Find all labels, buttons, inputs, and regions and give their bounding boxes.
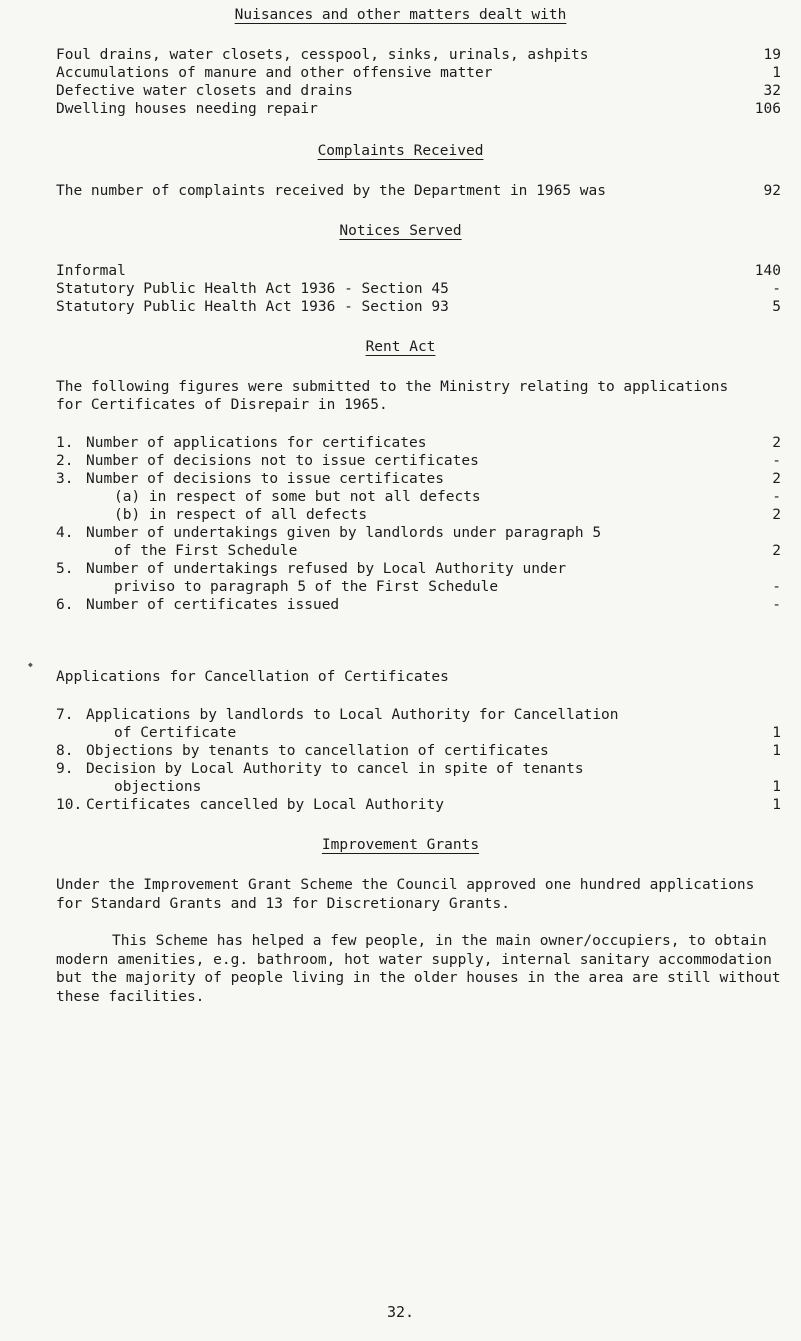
item-number: 3. <box>56 471 74 487</box>
cancellation-item <box>56 742 549 760</box>
item-label: Number of undertakings given by landlords under paragraph 5 <box>86 525 602 541</box>
rent-act-item <box>56 524 601 542</box>
item-label: Decision by Local Authority to cancel in spite of tenants <box>86 761 584 777</box>
item-label: of the First Schedule <box>114 543 298 559</box>
cancellation-item-value: 1 <box>772 779 781 795</box>
item-label: Number of decisions to issue certificates <box>86 471 444 487</box>
item-number: 9. <box>56 761 74 777</box>
rent-act-item-value: 2 <box>772 507 781 523</box>
item-label: Number of undertakings refused by Local Authority under <box>86 561 567 577</box>
rent-act-intro-line1: The following figures were submitted to the Ministry relating to applications <box>56 379 729 395</box>
nuisance-row-label: Dwelling houses needing repair <box>56 101 318 117</box>
rent-act-item <box>56 542 297 560</box>
nuisance-row-value: 1 <box>772 65 781 81</box>
rent-act-item <box>56 560 566 578</box>
notice-row-value: 140 <box>754 263 781 279</box>
rent-act-item-value: 2 <box>772 471 781 487</box>
item-label: (a) in respect of some but not all defects <box>114 489 481 505</box>
item-label: Certificates cancelled by Local Authority <box>86 797 444 813</box>
nuisance-row-label: Foul drains, water closets, cesspool, sinks, urinals, ashpits <box>56 47 589 63</box>
notice-row-value: - <box>772 281 781 297</box>
complaints-value: 92 <box>763 183 781 199</box>
item-number: 2. <box>56 453 74 469</box>
item-number: 7. <box>56 707 74 723</box>
cancellation-item <box>56 760 584 778</box>
cancellation-heading: Applications for Cancellation of Certificates <box>56 669 449 685</box>
notice-row-label: Statutory Public Health Act 1936 - Section 93 <box>56 299 449 315</box>
cancellation-item <box>56 778 201 796</box>
notice-row-label: Statutory Public Health Act 1936 - Section 45 <box>56 281 449 297</box>
item-label: of Certificate <box>114 725 237 741</box>
rent-act-item-value: - <box>772 579 781 595</box>
item-label: Number of applications for certificates <box>86 435 427 451</box>
rent-act-item <box>56 488 481 506</box>
notice-row-value: 5 <box>772 299 781 315</box>
nuisances-heading: Nuisances and other matters dealt with <box>234 7 567 23</box>
item-number: 10. <box>56 797 83 813</box>
grants-paragraph-2: This Scheme has helped a few people, in the main owner/occupiers, to obtain modern amenities, e.g. bathroom, hot water supply, internal sanitary accommodation but the majority of people living in the older houses in the area are still without these facilities. <box>56 933 781 1005</box>
item-label: (b) in respect of all defects <box>114 507 368 523</box>
rent-act-item-value: - <box>772 597 781 613</box>
rent-act-heading: Rent Act <box>365 339 436 355</box>
cancellation-item <box>56 796 444 814</box>
notice-row-label: Informal <box>56 263 126 279</box>
rent-act-item <box>56 470 444 488</box>
item-number: 4. <box>56 525 74 541</box>
cancellation-item-value: 1 <box>772 743 781 759</box>
item-label: Applications by landlords to Local Authority for Cancellation <box>86 707 619 723</box>
rent-act-intro-line2: for Certificates of Disrepair in 1965. <box>56 397 388 413</box>
rent-act-item-value: 2 <box>772 435 781 451</box>
item-number: 6. <box>56 597 74 613</box>
nuisance-row-label: Accumulations of manure and other offensive matter <box>56 65 493 81</box>
item-label: Number of certificates issued <box>86 597 340 613</box>
item-label: Number of decisions not to issue certificates <box>86 453 479 469</box>
rent-act-item <box>56 452 479 470</box>
rent-act-item <box>56 596 339 614</box>
complaints-text: The number of complaints received by the Department in 1965 was <box>56 183 606 199</box>
item-number: 1. <box>56 435 74 451</box>
item-label: objections <box>114 779 202 795</box>
grants-paragraph-1: Under the Improvement Grant Scheme the Council approved one hundred applications for Standard Grants and 13 for Discretionary Grants. <box>56 877 755 912</box>
cancellation-item-value: 1 <box>772 725 781 741</box>
rent-act-item <box>56 578 498 596</box>
item-number: 5. <box>56 561 74 577</box>
scan-speck: ◆ <box>28 660 33 669</box>
grants-heading: Improvement Grants <box>321 837 480 853</box>
rent-act-item <box>56 434 426 452</box>
cancellation-item <box>56 706 619 724</box>
rent-act-item <box>56 506 367 524</box>
item-label: Objections by tenants to cancellation of certificates <box>86 743 549 759</box>
item-label: priviso to paragraph 5 of the First Schedule <box>114 579 499 595</box>
rent-act-item-value: - <box>772 453 781 469</box>
rent-act-item-value: - <box>772 489 781 505</box>
rent-act-item-value: 2 <box>772 543 781 559</box>
nuisance-row-value: 106 <box>754 101 781 117</box>
notices-heading: Notices Served <box>339 223 462 239</box>
page-number: 32. <box>386 1303 415 1321</box>
item-number: 8. <box>56 743 74 759</box>
complaints-heading: Complaints Received <box>317 143 484 159</box>
nuisance-row-label: Defective water closets and drains <box>56 83 353 99</box>
nuisance-row-value: 32 <box>763 83 781 99</box>
nuisance-row-value: 19 <box>763 47 781 63</box>
cancellation-item-value: 1 <box>772 797 781 813</box>
cancellation-item <box>56 724 236 742</box>
